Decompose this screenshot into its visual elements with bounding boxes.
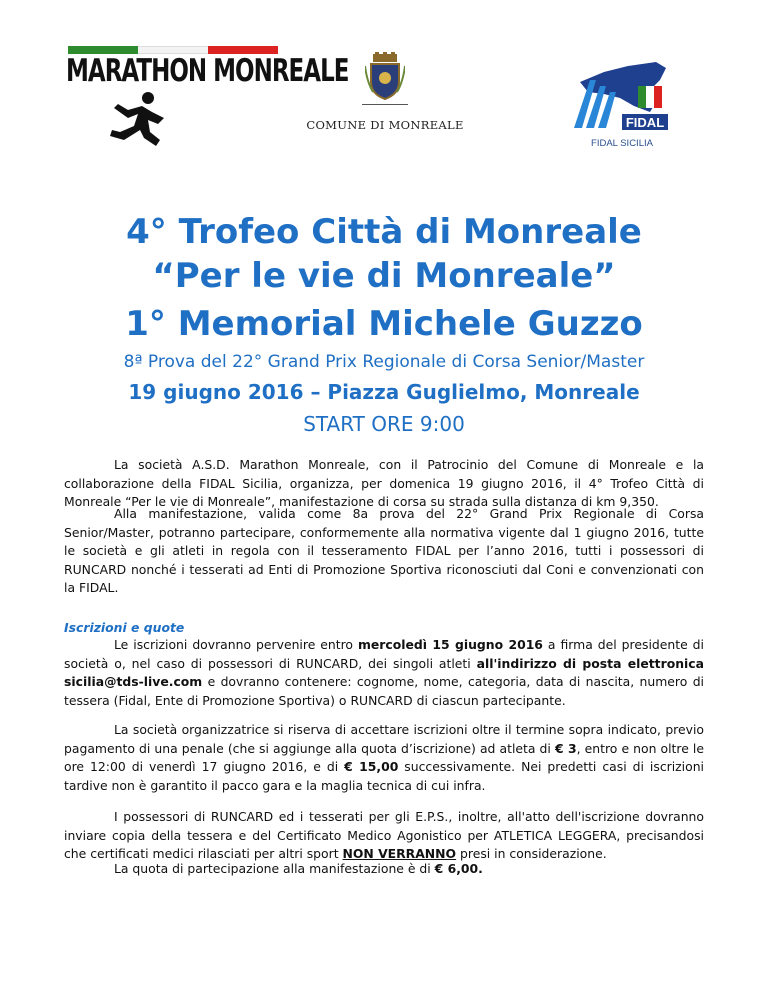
penalty-amount-1: € 3 (554, 740, 577, 756)
flag-red-stripe (208, 46, 278, 54)
runner-icon (108, 90, 168, 148)
p5-text-c: presi in considerazione. (456, 846, 607, 861)
crest-icon (365, 52, 405, 100)
p6-text-a: La quota di partecipazione alla manifestazione è di (114, 861, 435, 876)
date-place: 19 giugno 2016 – Piazza Guglielmo, Monreale (128, 380, 640, 404)
section-heading-iscrizioni: Iscrizioni e quote (64, 620, 185, 635)
iscrizioni-paragraph-3 (64, 808, 704, 864)
deadline-date: mercoledì 15 giugno 2016 (357, 637, 543, 652)
iscrizioni-paragraph-4 (64, 860, 704, 879)
header-logos (0, 0, 768, 160)
title-line-3: 1° Memorial Michele Guzzo (125, 304, 643, 344)
title-line-2: “Per le vie di Monreale” (152, 256, 616, 296)
flag-white-stripe (138, 46, 208, 54)
iscrizioni-paragraph-2 (64, 721, 704, 795)
intro-p1-text: La società A.S.D. Marathon Monreale, con il Patrocinio del Comune di Monreale e la collaborazione della FIDAL Sicilia, organizza, per domenica 19 giugno 2016, il 4° Trofeo Città di Monreale “Per le vie di Monreale”, manifestazione di corsa su strada sulla distanza di km 9,350. (64, 457, 704, 509)
marathon-logo-text: MARATHON MONREALE (66, 54, 349, 90)
start-time: START ORE 9:00 (303, 412, 465, 436)
fidal-sicily-icon (560, 58, 670, 136)
comune-logo-text: COMUNE DI MONREALE (306, 118, 464, 132)
fidal-caption: FIDAL SICILIA (591, 138, 653, 149)
p4-text-e: successivamente. Nei predetti casi di iscrizioni tardive non è garantito il pacco gara e la maglia tecnica di cui infra. (64, 759, 705, 793)
email-address: all'indirizzo di posta elettronica sicilia@tds-live.com (64, 655, 704, 689)
p5-text-a: I possessori di RUNCARD ed i tesserati per gli E.P.S., inoltre, all'atto dell'iscrizione dovranno inviare copia della tessera e del Certificato Medico Agonistico per ATLETICA LEGGERA, precisandosi che certificati medici rilasciati per altri sport (64, 809, 704, 861)
p3-text-c: a firma del presidente di società o, nel caso di possessori di RUNCARD, dei singoli atleti (64, 637, 704, 671)
iscrizioni-paragraph-1 (64, 636, 704, 710)
penalty-amount-2: € 15,00 (344, 759, 399, 774)
flag-green-stripe (68, 46, 138, 54)
subtitle: 8ª Prova del 22° Grand Prix Regionale di Corsa Senior/Master (123, 352, 645, 372)
p4-text-a: La società organizzatrice si riserva di accettare iscrizioni oltre il termine sopra indicato, previo pagamento di una penale (che si aggiunge alla quota d’iscrizione) ad atleta di (64, 722, 704, 756)
intro-paragraph-2 (64, 505, 704, 598)
fee-amount: € 6,00. (434, 861, 483, 876)
title-line-1: 4° Trofeo Città di Monreale (126, 212, 642, 252)
fidal-sicilia-logo (560, 58, 670, 150)
intro-p2-text: Alla manifestazione, valida come 8a prova del 22° Grand Prix Regionale di Corsa Senior/Master, potranno partecipare, conformemente alla normativa vigente dal 1 giugno 2016, tutte le società e gli atleti in regola con il tesseramento FIDAL per l’anno 2016, tutti i possessori di RUNCARD nonché i tesserati ad Enti di Promozione Sportiva riconosciuti dal Coni e convenzionati con la FIDAL. (64, 506, 704, 595)
crest-divider (362, 104, 408, 105)
non-verranno-emphasis: NON VERRANNO (342, 846, 457, 861)
marathon-monreale-logo (64, 46, 349, 146)
p4-text-c: , entro e non oltre le ore 12:00 di venerdì 17 giugno 2016, e di (64, 740, 705, 774)
p3-text-a: Le iscrizioni dovranno pervenire entro (114, 637, 358, 652)
comune-monreale-logo (296, 52, 474, 132)
fidal-badge-text: FIDAL (625, 115, 665, 130)
intro-paragraph-1 (64, 456, 704, 512)
p3-text-e: e dovranno contenere: cognome, nome, categoria, data di nascita, numero di tessera (Fidal, Ente di Promozione Sportiva) o RUNCARD di ciascun partecipante. (64, 674, 704, 708)
